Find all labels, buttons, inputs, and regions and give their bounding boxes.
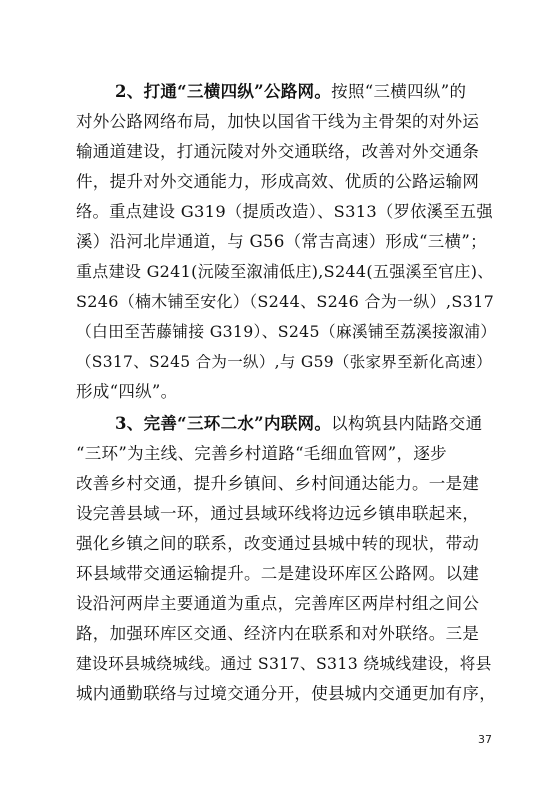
text-line: （白田至苦藤铺接 G319）、S245（麻溪铺至荔溪接溆浦） — [76, 322, 497, 341]
text-line: 改善乡村交通，提升乡镇间、乡村间通达能力。一是建 — [76, 474, 480, 493]
text-line: “三环”为主线、完善乡村道路“毛细血管网”，逐步 — [76, 444, 447, 463]
section-heading: 3、完善“三环二水”内联网。 — [115, 414, 332, 433]
paragraph-first-line — [76, 409, 496, 439]
section-road-network — [76, 77, 496, 407]
text-line: 城内通勤联络与过境交通分开，使县城内交通更加有序， — [76, 684, 496, 703]
text-line: 环县域带交通运输提升。二是建设环库区公路网。以建 — [76, 564, 480, 583]
text-line: （S317、S245 合为一纵）,与 G59（张家界至新化高速） — [76, 353, 492, 371]
paragraph-first-line — [76, 77, 496, 107]
text-line: 件，提升对外交通能力，形成高效、优质的公路运输网 — [76, 172, 480, 191]
text-line: 设沿河两岸主要通道为重点，完善库区两岸村组之间公 — [76, 594, 480, 613]
text-line: 建设环县城绕城线。通过 S317、S313 绕城线建设，将县 — [76, 654, 492, 673]
text-line: 络。重点建设 G319（提质改造）、S313（罗依溪至五强 — [76, 202, 493, 221]
text-line: S246（楠木铺至安化）（S244、S246 合为一纵）,S317 — [76, 292, 495, 311]
text-line: 按照“三横四纵”的 — [331, 82, 467, 101]
text-line: 重点建设 G241(沅陵至溆浦低庄),S244(五强溪至官庄)、 — [76, 262, 494, 281]
text-line: 对外公路网络布局，加快以国省干线为主骨架的对外运 — [76, 112, 480, 131]
text-line: 路，加强环库区交通、经济内在联系和对外联络。三是 — [76, 624, 480, 643]
section-inner-network — [76, 409, 496, 709]
section-heading: 2、打通“三横四纵”公路网。 — [115, 82, 332, 101]
text-line: 设完善县域一环，通过县域环线将边远乡镇串联起来， — [76, 504, 480, 523]
text-line: 形成“四纵”。 — [76, 382, 178, 401]
text-line: 溪）沿河北岸通道，与 G56（常吉高速）形成“三横”； — [76, 232, 487, 251]
text-line: 强化乡镇之间的联系，改变通过县城中转的现状，带动 — [76, 534, 480, 553]
text-line: 以构筑县内陆路交通 — [331, 414, 483, 433]
page-number: 37 — [478, 733, 492, 746]
text-line: 输通道建设，打通沅陵对外交通联络，改善对外交通条 — [76, 142, 480, 161]
